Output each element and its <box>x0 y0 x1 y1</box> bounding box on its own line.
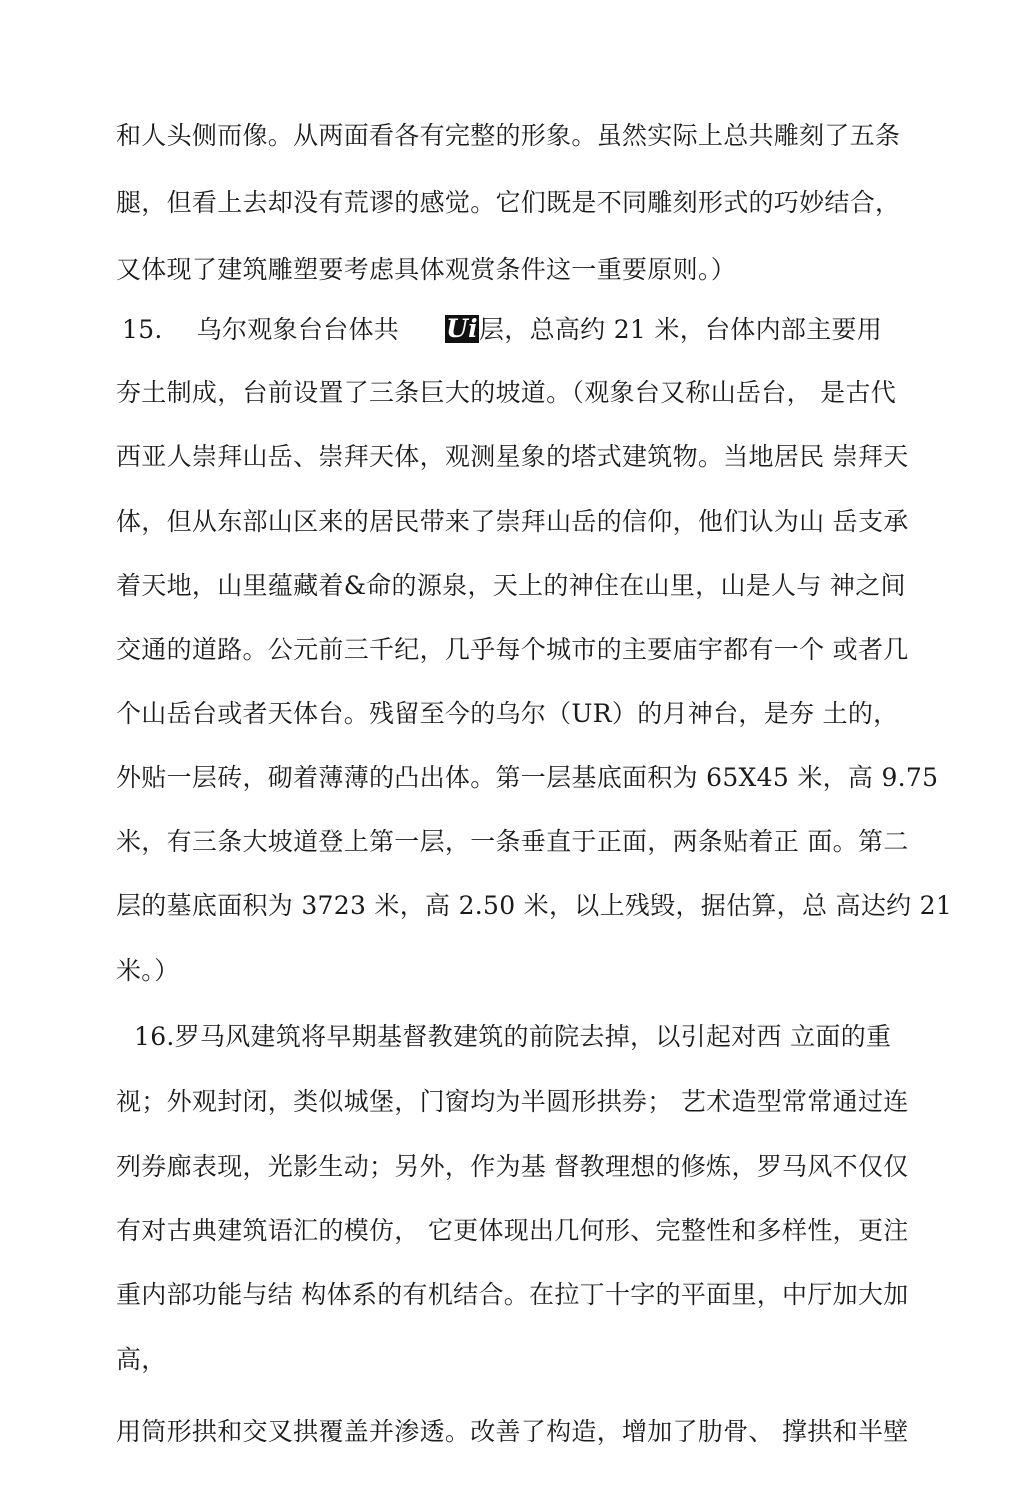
item-number: 15. <box>122 315 163 344</box>
text-line: 用筒形拱和交叉拱覆盖并渗透。改善了构造，增加了肋骨、 撑拱和半壁 <box>116 1417 909 1446</box>
text-line: 西亚人崇拜山岳、崇拜天体，观测星象的塔式建筑物。当地居民 崇拜天 <box>116 442 909 471</box>
text-line: 着天地，山里蕴藏着&命的源泉，天上的神住在山里，山是人与 神之间 <box>116 571 906 600</box>
text-line: 个山岳台或者天体台。残留至今的乌尔（UR）的月神台，是夯 土的， <box>116 699 899 728</box>
item-text-after-mark: 层，总高约 21 米，台体内部主要用 <box>478 315 883 344</box>
text-line: 米，有三条大坡道登上第一层，一条垂直于正面，两条贴着正 面。第二 <box>116 827 909 856</box>
text-line: 视；外观封闭，类似城堡，门窗均为半圆形拱券； 艺术造型常常通过连 <box>116 1087 909 1116</box>
text-line: 外贴一层砖，砌着薄薄的凸出体。第一层基底面积为 65X45 米，高 9.75 <box>116 763 939 792</box>
text-line: 腿，但看上去却没有荒谬的感觉。它们既是不同雕刻形式的巧妙结合， <box>116 188 901 217</box>
item-16-line: 16.罗马风建筑将早期基督教建筑的前院去掉，以引起对西 立面的重 <box>134 1022 892 1051</box>
text-line: 米。） <box>116 956 180 985</box>
text-line: 又体现了建筑雕塑要考虑具体观赏条件这一重要原则。） <box>116 255 737 284</box>
highlighted-answer-mark: Ui <box>446 314 478 343</box>
text-line: 夯土制成，台前设置了三条巨大的坡道。（观象台又称山岳台， 是古代 <box>116 378 897 407</box>
text-line: 体，但从东部山区来的居民带来了崇拜山岳的信仰，他们认为山 岳支承 <box>116 507 909 536</box>
text-line: 层的墓底面积为 3723 米，高 2.50 米，以上残毁，据估算，总 高达约 21 <box>116 891 953 920</box>
text-line: 交通的道路。公元前三千纪，几乎每个城市的主要庙宇都有一个 或者几 <box>116 635 909 664</box>
text-line: 重内部功能与结 构体系的有机结合。在拉丁十字的平面里，中厅加大加 <box>116 1280 909 1309</box>
text-line: 高， <box>116 1345 167 1374</box>
text-line: 有对古典建筑语汇的模仿， 它更体现出几何形、完整性和多样性，更注 <box>116 1216 909 1245</box>
text-line: 列券廊表现，光影生动；另外，作为基 督教理想的修炼，罗马风不仅仅 <box>116 1152 909 1181</box>
item-15-line <box>116 314 1000 346</box>
item-text-before-mark: 乌尔观象台台体共 <box>196 315 400 344</box>
text-line: 和人头侧而像。从两面看各有完整的形象。虽然实际上总共雕刻了五条 <box>116 121 901 150</box>
